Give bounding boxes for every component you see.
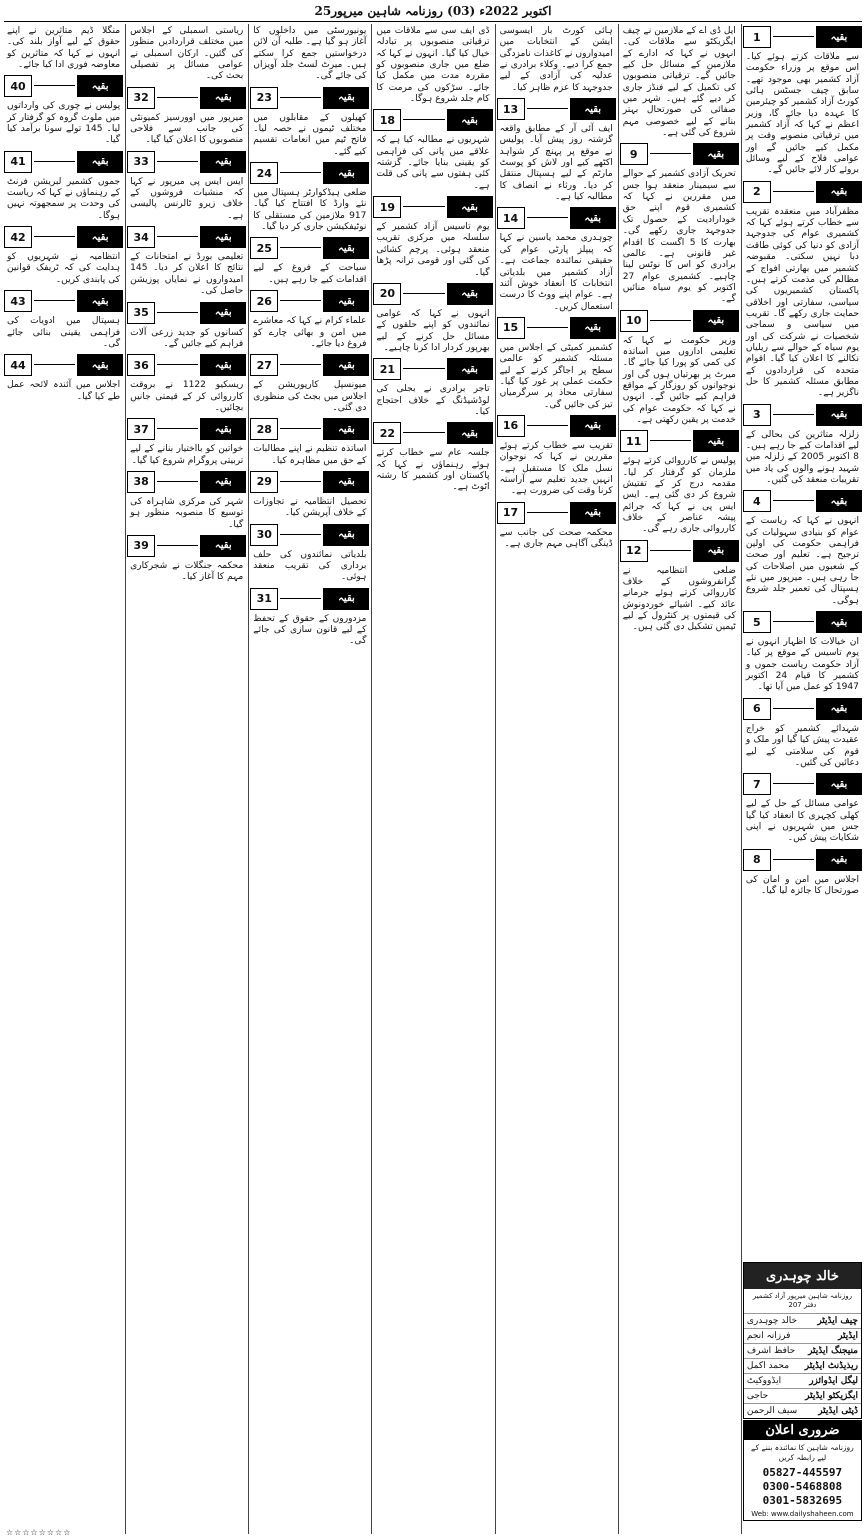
continuation-label: بقیہ xyxy=(570,207,616,229)
news-column xyxy=(127,24,246,1534)
tag-rule xyxy=(527,425,568,426)
continuation-label: بقیہ xyxy=(447,422,493,444)
column-divider xyxy=(248,24,249,1534)
continuation-number: 42 xyxy=(4,226,32,248)
news-paragraph: عوامی مسائل کے حل کے لیے کھلی کچہری کا انعقاد کیا گیا جس میں شہریوں نے اپنی شکایات پیش کیں۔ xyxy=(745,799,859,844)
role-title: چیف ایڈیٹر xyxy=(817,1316,858,1326)
continuation-tag xyxy=(497,207,616,229)
news-paragraph: سے ملاقات کرتے ہوئے کیا۔ اس موقع پر وزراء حکومت آزاد کشمیر بھی موجود تھے۔ سابق چیف جسٹس ہائی کورٹ آزاد کشمیر کو چیئرمین کا عہدہ دیا جائے گا، وزیر اعظم نے کہا کہ آزاد کشمیر میں ترقیاتی منصوبے وقت پر مکمل کیے جائیں گے اور عوامی فلاح کے لیے وسائل بروئے کار لائے جائیں گے۔ xyxy=(745,52,859,176)
continuation-number: 26 xyxy=(250,290,278,312)
role-name: خالد چوہدری xyxy=(746,1316,798,1326)
continuation-label: بقیہ xyxy=(200,535,246,557)
continuation-label: بقیہ xyxy=(323,418,369,440)
continuation-tag xyxy=(127,226,246,248)
continuation-label: بقیہ xyxy=(200,226,246,248)
continuation-number: 2 xyxy=(743,181,771,203)
tag-rule xyxy=(280,97,321,98)
tag-rule xyxy=(157,312,198,313)
header-paper-name: روزنامہ شاہین میرپور xyxy=(331,4,443,18)
role-title: ڈپٹی ایڈیٹر xyxy=(818,1406,858,1416)
news-paragraph: کشمیر کمیٹی کے اجلاس میں مسئلہ کشمیر کو عالمی سطح پر اجاگر کرنے کے لیے حکمت عملی پر غور کیا گیا۔ سفارتی محاذ پر سرگرمیاں تیز کی جائیں گی۔ xyxy=(499,342,613,410)
tag-rule xyxy=(157,428,198,429)
continuation-number: 10 xyxy=(620,310,648,332)
news-paragraph: منگلا ڈیم متاثرین نے اپنے حقوق کے لیے آواز بلند کی۔ انہوں نے کہا کہ متاثرین کو معاوضہ فوری ادا کیا جائے۔ xyxy=(7,26,121,71)
tag-rule xyxy=(157,364,198,365)
masthead-role-row xyxy=(744,1329,861,1344)
notice-phone-3: 0301-5832695 xyxy=(762,1494,843,1507)
news-paragraph: ہسپتال میں ادویات کی فراہمی یقینی بنائی جائے گی۔ xyxy=(7,316,121,349)
header-page-no: (03) xyxy=(447,4,476,18)
continuation-tag xyxy=(620,310,739,332)
tag-rule xyxy=(280,534,321,535)
news-paragraph: جموں کشمیر لبریشن فرنٹ کے رہنماؤں نے کہا کہ ریاست کی وحدت پر سمجھوتہ نہیں ہوگا۔ xyxy=(7,176,121,221)
masthead-role-row xyxy=(744,1344,861,1359)
continuation-tag xyxy=(497,98,616,120)
news-paragraph: محکمہ جنگلات نے شجرکاری مہم کا آغاز کیا۔ xyxy=(130,560,244,583)
tag-rule xyxy=(157,97,198,98)
tag-rule xyxy=(527,512,568,513)
continuation-number: 29 xyxy=(250,471,278,493)
news-paragraph: میرپور میں اوورسیز کمیونٹی کی جانب سے فلاحی منصوبوں کا اعلان کیا گیا۔ xyxy=(130,112,244,146)
continuation-number: 5 xyxy=(743,611,771,633)
tag-rule xyxy=(403,368,444,369)
tag-rule xyxy=(403,119,444,120)
continuation-tag xyxy=(620,430,739,452)
news-paragraph: ریسکیو 1122 نے بروقت کارروائی کر کے قیمتی جانیں بچائیں۔ xyxy=(130,380,244,413)
news-paragraph: تحصیل انتظامیہ نے تجاوزات کے خلاف آپریشن کیا۔ xyxy=(253,496,367,519)
role-name: محمد اکمل xyxy=(746,1361,790,1371)
news-paragraph: شہدائے کشمیر کو خراج عقیدت پیش کیا گیا اور ملک و قوم کی سلامتی کے لیے دعائیں کی گئیں۔ xyxy=(745,723,859,768)
continuation-tag xyxy=(373,358,492,380)
news-paragraph: محکمہ صحت کی جانب سے ڈینگی آگاہی مہم جاری ہے۔ xyxy=(499,527,613,549)
news-paragraph: یوم تاسیس آزاد کشمیر کے سلسلہ میں مرکزی تقریب منعقد ہوئی۔ پرچم کشائی کی گئی اور قومی ترانہ پڑھا گیا۔ xyxy=(376,222,490,278)
continuation-label: بقیہ xyxy=(816,611,862,633)
continuation-label: بقیہ xyxy=(200,418,246,440)
news-column xyxy=(497,24,616,1534)
continuation-label: بقیہ xyxy=(323,354,369,376)
news-paragraph: ایس ایس پی میرپور نے کہا کہ منشیات فروشوں کے خلاف زیرو ٹالرنس پالیسی ہے۔ xyxy=(130,176,244,221)
continuation-number: 32 xyxy=(127,87,155,109)
news-paragraph: خواتین کو بااختیار بنانے کے لیے تربیتی پروگرام شروع کیا گیا۔ xyxy=(130,444,244,466)
tag-rule xyxy=(280,172,321,173)
continuation-tag xyxy=(127,87,246,109)
masthead-roles xyxy=(744,1314,861,1418)
continuation-tag xyxy=(4,151,123,173)
continuation-tag xyxy=(497,502,616,524)
continuation-tag xyxy=(743,773,862,795)
role-title: ایڈیٹر xyxy=(838,1331,858,1341)
continuation-tag xyxy=(4,290,123,312)
continuation-label: بقیہ xyxy=(570,415,616,437)
tag-rule xyxy=(527,217,568,218)
news-paragraph: ایل ڈی اے کے ملازمین نے چیف ایگزیکٹو سے ملاقات کی۔ انہوں نے کہا کہ ادارے کے ملازمین کے مسائل حل کیے جائیں گے۔ ترقیاتی منصوبوں کی تکمیل کے لیے فنڈز جاری کر دیے گئے ہیں۔ شہر میں صفائی کی صورتحال بہتر بنانے کے لیے خصوصی مہم شروع کی گئی ہے۔ xyxy=(622,26,736,139)
continuation-tag xyxy=(373,422,492,444)
continuation-tag xyxy=(743,611,862,633)
news-paragraph: زلزلہ متاثرین کی بحالی کے لیے اقدامات کیے جا رہے ہیں۔ 8 اکتوبر 2005 کے زلزلہ میں شہید ہونے والوں کی یاد میں تقریبات منعقد کی گئیں۔ xyxy=(745,429,859,485)
continuation-label: بقیہ xyxy=(200,302,246,324)
continuation-label: بقیہ xyxy=(816,849,862,871)
continuation-label: بقیہ xyxy=(447,109,493,131)
continuation-tag xyxy=(250,471,369,493)
news-paragraph: علماء کرام نے کہا کہ معاشرے میں امن و بھائی چارے کو فروغ دیا جائے۔ xyxy=(253,316,367,349)
tag-rule xyxy=(773,414,814,415)
news-paragraph: تعلیمی بورڈ نے امتحانات کے نتائج کا اعلان کر دیا۔ 145 امیدواروں نے نمایاں پوزیشن حاصل کی۔ xyxy=(130,252,244,297)
continuation-tag xyxy=(4,75,123,97)
continuation-number: 25 xyxy=(250,237,278,259)
continuation-number: 35 xyxy=(127,302,155,324)
news-paragraph: بلدیاتی نمائندوں کی حلف برداری کی تقریب منعقد ہوئی۔ xyxy=(253,549,367,583)
continuation-number: 44 xyxy=(4,354,32,376)
news-paragraph: ان خیالات کا اظہار انہوں نے یوم تاسیس کے موقع پر کیا۔ آزاد حکومت ریاست جموں و کشمیر کا قیام 24 اکتوبر 1947 کو عمل میں آیا تھا۔ xyxy=(745,637,859,693)
continuation-label: بقیہ xyxy=(816,490,862,512)
column-divider xyxy=(371,24,372,1534)
news-paragraph: ضلعی ہیڈکوارٹر ہسپتال میں نئے وارڈ کا افتتاح کیا گیا۔ 917 ملازمین کی مستقلی کا نوٹیفکیشن جاری کر دیا گیا۔ xyxy=(253,188,367,233)
continuation-number: 15 xyxy=(497,317,525,339)
tag-rule xyxy=(773,708,814,709)
news-paragraph: یونیورسٹی میں داخلوں کا آغاز ہو گیا ہے۔ طلبہ آن لائن درخواستیں جمع کرا سکتے ہیں۔ میرٹ لسٹ جلد آویزاں کی جائے گی۔ xyxy=(253,26,367,82)
masthead-role-row xyxy=(744,1359,861,1374)
continuation-label: بقیہ xyxy=(447,196,493,218)
news-grid xyxy=(4,24,862,1534)
tag-rule xyxy=(280,364,321,365)
continuation-label: بقیہ xyxy=(200,151,246,173)
news-paragraph: انہوں نے کہا کہ ریاست کے عوام کو بنیادی سہولیات کی فراہمی حکومت کی اولین ترجیح ہے۔ تعلیم اور صحت کے شعبوں میں اصلاحات کی جا رہی ہیں۔ میرپور میں نئے ہسپتال کی تعمیر جلد شروع ہوگی۔ xyxy=(745,516,859,606)
continuation-label: بقیہ xyxy=(816,181,862,203)
continuation-number: 34 xyxy=(127,226,155,248)
role-name: سیف الرحمن xyxy=(746,1406,798,1416)
news-paragraph: مظفرآباد میں منعقدہ تقریب سے خطاب کرتے ہوئے کہا کہ کشمیری عوام کی جدوجہد آزادی کو دنیا کی کوئی طاقت دبا نہیں سکتی۔ مقبوضہ کشمیر میں بھارتی افواج کے مظالم کی مذمت کرتے ہیں۔ پاکستان کشمیریوں کی سیاسی، سفارتی اور اخلاقی حمایت جاری رکھے گا۔ تقریب میں سیاسی و سماجی شخصیات نے شرکت کی اور یوم سیاہ کے حوالے سے ریلیاں نکالنے کا اعلان کیا گیا۔ اقوام متحدہ کی قراردادوں کے مطابق مسئلہ کشمیر کا حل ناگزیر ہے۔ xyxy=(745,206,859,399)
continuation-number: 1 xyxy=(743,26,771,48)
continuation-number: 12 xyxy=(620,540,648,562)
tag-rule xyxy=(157,161,198,162)
role-name: حاجی xyxy=(746,1391,769,1401)
continuation-number: 31 xyxy=(250,588,278,610)
continuation-number: 4 xyxy=(743,490,771,512)
continuation-number: 8 xyxy=(743,849,771,871)
continuation-tag xyxy=(373,283,492,305)
footer-stars: ☆☆☆☆☆☆☆☆ xyxy=(6,1528,72,1537)
news-paragraph: شہر کی مرکزی شاہراہ کی توسیع کا منصوبہ منظور ہو گیا۔ xyxy=(130,496,244,530)
masthead-role-row xyxy=(744,1374,861,1389)
continuation-label: بقیہ xyxy=(200,87,246,109)
continuation-number: 11 xyxy=(620,430,648,452)
tag-rule xyxy=(157,545,198,546)
role-name: فرزانہ انجم xyxy=(746,1331,791,1341)
tag-rule xyxy=(403,432,444,433)
news-paragraph: ریاستی اسمبلی کے اجلاس میں مختلف قراردادیں منظور کی گئیں۔ ارکان اسمبلی نے عوامی مسائل پر تفصیلی بحث کی۔ xyxy=(130,26,244,82)
continuation-label: بقیہ xyxy=(323,162,369,184)
continuation-tag xyxy=(250,162,369,184)
continuation-label: بقیہ xyxy=(323,290,369,312)
continuation-tag xyxy=(743,849,862,871)
continuation-number: 9 xyxy=(620,143,648,165)
news-paragraph: پولیس نے کارروائی کرتے ہوئے ملزمان کو گرفتار کر لیا۔ مقدمہ درج کر کے تفتیش شروع کر دی گئی ہے۔ ایس ایس پی نے کہا کہ جرائم پیشہ عناصر کے خلاف کارروائی جاری رہے گی۔ xyxy=(622,456,736,535)
continuation-number: 39 xyxy=(127,535,155,557)
news-column xyxy=(743,24,862,1234)
tag-rule xyxy=(773,36,814,37)
continuation-label: بقیہ xyxy=(816,404,862,426)
tag-rule xyxy=(773,191,814,192)
continuation-tag xyxy=(127,354,246,376)
page-header xyxy=(0,0,866,22)
notice-body: روزنامہ شاہین کا نمائندہ بننے کے لیے رابطہ کریں xyxy=(751,1443,854,1462)
continuation-tag xyxy=(497,415,616,437)
continuation-tag xyxy=(743,404,862,426)
continuation-tag xyxy=(373,196,492,218)
continuation-tag xyxy=(743,26,862,48)
continuation-number: 38 xyxy=(127,471,155,493)
tag-rule xyxy=(773,783,814,784)
notice-title: ضروری اعلان xyxy=(744,1421,861,1440)
news-column xyxy=(620,24,739,1534)
continuation-tag xyxy=(250,290,369,312)
news-paragraph: سیاحت کے فروغ کے لیے اقدامات کیے جا رہے ہیں۔ xyxy=(253,263,367,285)
continuation-label: بقیہ xyxy=(816,773,862,795)
tag-rule xyxy=(157,236,198,237)
notice-phone-2: 0300-5468808 xyxy=(762,1480,843,1493)
news-paragraph: میونسپل کارپوریشن کے اجلاس میں بجٹ کی منظوری دی گئی۔ xyxy=(253,380,367,413)
tag-rule xyxy=(527,327,568,328)
continuation-number: 43 xyxy=(4,290,32,312)
continuation-number: 19 xyxy=(373,196,401,218)
news-paragraph: کھیلوں کے مقابلوں میں مختلف ٹیموں نے حصہ لیا۔ فاتح ٹیم میں انعامات تقسیم کیے گئے۔ xyxy=(253,112,367,157)
tag-rule xyxy=(527,108,568,109)
header-date: 25اکتوبر 2022ء xyxy=(314,4,552,18)
continuation-tag xyxy=(620,143,739,165)
continuation-tag xyxy=(250,354,369,376)
continuation-label: بقیہ xyxy=(323,237,369,259)
continuation-label: بقیہ xyxy=(570,502,616,524)
news-paragraph: تقریب سے خطاب کرتے ہوئے مقررین نے کہا کہ نوجوان نسل ملک کا مستقبل ہے۔ انہیں جدید تعلیم سے آراستہ کرنا وقت کی ضرورت ہے۔ xyxy=(499,440,613,497)
news-paragraph: چوہدری محمد یاسین نے کہا کہ پیپلز پارٹی عوام کی حقیقی نمائندہ جماعت ہے۔ آزاد کشمیر میں بلدیاتی انتخابات کا انعقاد خوش آئند ہے۔ عوام اپنے ووٹ کا درست استعمال کریں۔ xyxy=(499,233,613,312)
news-paragraph: کسانوں کو جدید زرعی آلات فراہم کیے جائیں گے۔ xyxy=(130,327,244,349)
role-name: حافظ اشرف xyxy=(746,1346,796,1356)
continuation-number: 24 xyxy=(250,162,278,184)
continuation-label: بقیہ xyxy=(816,698,862,720)
tag-rule xyxy=(280,247,321,248)
masthead-role-row xyxy=(744,1404,861,1418)
continuation-label: بقیہ xyxy=(77,75,123,97)
continuation-label: بقیہ xyxy=(570,317,616,339)
continuation-tag xyxy=(127,471,246,493)
continuation-number: 36 xyxy=(127,354,155,376)
continuation-label: بقیہ xyxy=(693,310,739,332)
tag-rule xyxy=(280,428,321,429)
news-paragraph: تحریک آزادی کشمیر کے حوالے سے سیمینار منعقد ہوا جس میں مقررین نے کہا کہ کشمیری قوم اپنے حق خودارادیت کے حصول تک جدوجہد جاری رکھے گی۔ بھارت کا 5 اگست کا اقدام غیر قانونی ہے۔ عالمی برادری کو اس کا نوٹس لینا چاہیے۔ کشمیری عوام 27 اکتوبر کو یوم سیاہ منائیں گے۔ xyxy=(622,169,736,305)
role-title: ایگزیکٹو ایڈیٹر xyxy=(805,1391,858,1401)
continuation-number: 21 xyxy=(373,358,401,380)
notice-box xyxy=(743,1420,862,1521)
masthead-role-row xyxy=(744,1314,861,1329)
continuation-number: 13 xyxy=(497,98,525,120)
continuation-label: بقیہ xyxy=(323,588,369,610)
masthead-box xyxy=(743,1262,862,1419)
continuation-label: بقیہ xyxy=(693,430,739,452)
continuation-label: بقیہ xyxy=(323,524,369,546)
continuation-number: 41 xyxy=(4,151,32,173)
tag-rule xyxy=(403,206,444,207)
continuation-tag xyxy=(620,540,739,562)
masthead-role-row xyxy=(744,1389,861,1404)
continuation-tag xyxy=(127,302,246,324)
tag-rule xyxy=(34,85,75,86)
tag-rule xyxy=(34,236,75,237)
column-divider xyxy=(495,24,496,1534)
tag-rule xyxy=(650,550,691,551)
continuation-label: بقیہ xyxy=(570,98,616,120)
continuation-number: 16 xyxy=(497,415,525,437)
column-divider xyxy=(618,24,619,1534)
news-column xyxy=(4,24,123,1534)
masthead-logo: خالد چوہدری xyxy=(744,1263,861,1289)
news-paragraph: ایف آئی آر کے مطابق واقعہ گزشتہ روز پیش آیا۔ پولیس نے موقع پر پہنچ کر شواہد اکٹھے کیے اور لاش کو پوسٹ مارٹم کے لیے ہسپتال منتقل کر دیا۔ ورثاء نے انصاف کا مطالبہ کیا ہے۔ xyxy=(499,124,613,203)
continuation-number: 23 xyxy=(250,87,278,109)
tag-rule xyxy=(34,161,75,162)
continuation-label: بقیہ xyxy=(693,143,739,165)
continuation-tag xyxy=(250,237,369,259)
notice-phone-1: 05827-445597 xyxy=(762,1466,843,1479)
continuation-tag xyxy=(250,418,369,440)
column-divider xyxy=(125,24,126,1534)
continuation-label: بقیہ xyxy=(447,283,493,305)
continuation-tag xyxy=(743,698,862,720)
continuation-number: 37 xyxy=(127,418,155,440)
tag-rule xyxy=(773,621,814,622)
tag-rule xyxy=(650,320,691,321)
continuation-number: 18 xyxy=(373,109,401,131)
news-paragraph: اجلاس میں آئندہ لائحہ عمل طے کیا گیا۔ xyxy=(7,380,121,402)
continuation-label: بقیہ xyxy=(200,354,246,376)
tag-rule xyxy=(280,598,321,599)
continuation-tag xyxy=(250,87,369,109)
news-paragraph: ہائی کورٹ بار ایسوسی ایشن کے انتخابات میں امیدواروں نے کاغذات نامزدگی جمع کرا دیے۔ وکلاء برادری نے عدلیہ کی آزادی کے لیے جدوجہد کا عزم ظاہر کیا۔ xyxy=(499,26,613,93)
role-name: ایڈووکیٹ xyxy=(746,1376,782,1386)
continuation-label: بقیہ xyxy=(447,358,493,380)
continuation-number: 27 xyxy=(250,354,278,376)
news-paragraph: انتظامیہ نے شہریوں کو ہدایت کی کہ ٹریفک قوانین کی پابندی کریں۔ xyxy=(7,252,121,285)
continuation-number: 3 xyxy=(743,404,771,426)
tag-rule xyxy=(403,293,444,294)
news-paragraph: وزیر حکومت نے کہا کہ تعلیمی اداروں میں اساتذہ کی کمی کو پورا کیا جائے گا۔ میرٹ پر بھرتیاں ہوں گی اور نوجوانوں کو روزگار کے مواقع فراہم کیے جائیں گے۔ انہوں نے کہا کہ حکومت عوام کی خدمت پر یقین رکھتی ہے۔ xyxy=(622,335,736,425)
continuation-tag xyxy=(373,109,492,131)
continuation-number: 6 xyxy=(743,698,771,720)
continuation-tag xyxy=(127,151,246,173)
continuation-tag xyxy=(4,226,123,248)
news-paragraph: انہوں نے کہا کہ عوامی نمائندوں کو اپنے حلقوں کے مسائل حل کرنے کے لیے بھرپور کردار ادا کرنا چاہیے۔ xyxy=(376,308,490,353)
continuation-number: 17 xyxy=(497,502,525,524)
continuation-label: بقیہ xyxy=(77,290,123,312)
continuation-number: 20 xyxy=(373,283,401,305)
tag-rule xyxy=(280,481,321,482)
news-paragraph: ڈی ایف سی سے ملاقات میں ترقیاتی منصوبوں پر تبادلہ خیال کیا گیا۔ انہوں نے کہا کہ ضلع میں جاری منصوبوں کو مقررہ مدت میں مکمل کیا جائے۔ سڑکوں کی مرمت کا کام جلد شروع ہوگا۔ xyxy=(376,26,490,105)
continuation-tag xyxy=(743,490,862,512)
tag-rule xyxy=(650,440,691,441)
continuation-label: بقیہ xyxy=(77,354,123,376)
role-title: منیجنگ ایڈیٹر xyxy=(808,1346,858,1356)
continuation-label: بقیہ xyxy=(323,471,369,493)
continuation-tag xyxy=(4,354,123,376)
continuation-label: بقیہ xyxy=(77,151,123,173)
continuation-number: 7 xyxy=(743,773,771,795)
continuation-tag xyxy=(127,535,246,557)
continuation-number: 33 xyxy=(127,151,155,173)
continuation-tag xyxy=(250,588,369,610)
tag-rule xyxy=(34,300,75,301)
tag-rule xyxy=(157,481,198,482)
tag-rule xyxy=(773,859,814,860)
column-divider xyxy=(741,24,742,1534)
continuation-number: 30 xyxy=(250,524,278,546)
continuation-label: بقیہ xyxy=(77,226,123,248)
continuation-label: بقیہ xyxy=(816,26,862,48)
news-paragraph: تاجر برادری نے بجلی کی لوڈشیڈنگ کے خلاف احتجاج کیا۔ xyxy=(376,384,490,417)
news-paragraph: پولیس نے چوری کی وارداتوں میں ملوث گروہ کو گرفتار کر لیا۔ 145 تولے سونا برآمد کیا گیا۔ xyxy=(7,101,121,146)
news-paragraph: شہریوں نے مطالبہ کیا ہے کہ علاقے میں پانی کی فراہمی کو یقینی بنایا جائے۔ گزشتہ کئی ہفتوں سے پانی کی قلت ہے۔ xyxy=(376,135,490,191)
news-paragraph: اجلاس میں امن و امان کی صورتحال کا جائزہ لیا گیا۔ xyxy=(745,874,859,896)
continuation-number: 28 xyxy=(250,418,278,440)
continuation-number: 40 xyxy=(4,75,32,97)
news-paragraph: جلسہ عام سے خطاب کرتے ہوئے رہنماؤں نے کہا کہ پاکستان اور کشمیر کا رشتہ اٹوٹ ہے۔ xyxy=(376,448,490,493)
continuation-tag xyxy=(743,181,862,203)
continuation-tag xyxy=(497,317,616,339)
news-paragraph: مزدوروں کے حقوق کے تحفظ کے لیے قانون سازی کی جائے گی۔ xyxy=(253,613,367,647)
news-paragraph: اساتذہ تنظیم نے اپنے مطالبات کے حق میں مظاہرہ کیا۔ xyxy=(253,444,367,466)
continuation-number: 14 xyxy=(497,207,525,229)
news-column xyxy=(250,24,369,1534)
continuation-tag xyxy=(127,418,246,440)
header-rule xyxy=(4,21,862,22)
continuation-number: 22 xyxy=(373,422,401,444)
masthead-address: روزنامہ شاہین میرپور آزاد کشمیر دفتر 207 xyxy=(744,1289,861,1314)
notice-web: Web: www.dailyshaheen.com xyxy=(751,1510,854,1518)
tag-rule xyxy=(773,500,814,501)
role-title: لیگل ایڈوائزر xyxy=(809,1376,858,1386)
news-paragraph: ضلعی انتظامیہ نے گرانفروشوں کے خلاف کارروائی کرتے ہوئے جرمانے عائد کیے۔ اشیائے خوردونوش کی قیمتوں پر کنٹرول کے لیے ٹیمیں تشکیل دی گئی ہیں۔ xyxy=(622,565,736,633)
role-title: ریذیڈنٹ ایڈیٹر xyxy=(804,1361,858,1371)
tag-rule xyxy=(650,153,691,154)
continuation-label: بقیہ xyxy=(693,540,739,562)
tag-rule xyxy=(280,300,321,301)
continuation-label: بقیہ xyxy=(200,471,246,493)
continuation-label: بقیہ xyxy=(323,87,369,109)
tag-rule xyxy=(34,364,75,365)
continuation-tag xyxy=(250,524,369,546)
news-column xyxy=(373,24,492,1534)
